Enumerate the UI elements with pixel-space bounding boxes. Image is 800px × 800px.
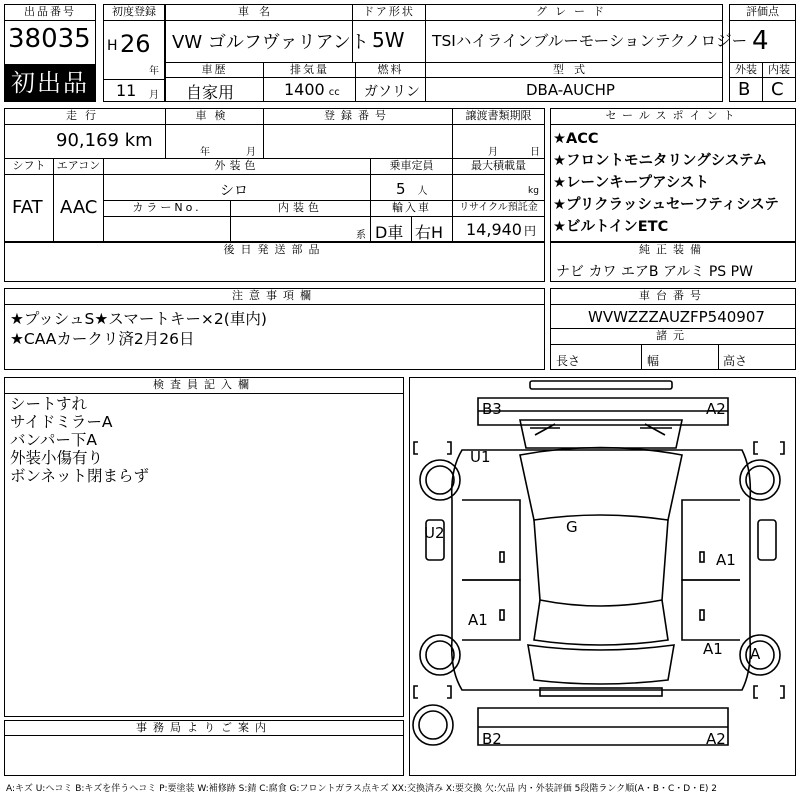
- insp-month-unit: 月: [246, 147, 256, 158]
- model-code-label: 型式: [426, 63, 722, 77]
- reg-no-label: 登録番号: [264, 109, 452, 123]
- sales-point-item: ★ビルトインETC: [553, 219, 669, 235]
- inspector-item: シートすれ: [10, 395, 88, 413]
- ext-color-label: 外装色: [104, 159, 370, 173]
- car-diagram: [409, 377, 796, 776]
- import-label: 輸入車: [371, 201, 452, 215]
- mark-spare: A: [750, 645, 761, 663]
- steering: 右H: [415, 223, 444, 242]
- mileage: 90,169 km: [56, 130, 153, 151]
- model-label: 車名: [166, 5, 352, 19]
- displacement: 1400 cc: [284, 80, 340, 99]
- first-reg-label: 初度登録: [104, 5, 164, 19]
- displacement-label: 排気量: [264, 63, 355, 77]
- mark-bumper-left: B2: [482, 730, 502, 748]
- sales-point-item: ★プリクラッシュセーフティシステ: [553, 197, 779, 213]
- import-type: D車: [375, 223, 404, 242]
- inspector-list: [10, 395, 149, 485]
- note-item: ★CAAカークリ済2月26日: [10, 330, 195, 348]
- dimensions-label: 諸元: [551, 329, 795, 343]
- capacity-label: 乗車定員: [371, 159, 452, 173]
- chassis-label: 車台番号: [551, 289, 795, 303]
- width-label: 幅: [647, 354, 660, 368]
- sales-point-item: ★ACC: [553, 131, 599, 147]
- mark-front-right: A2: [706, 400, 726, 418]
- model-name: VW ゴルフヴァリアント: [172, 32, 369, 53]
- first-listing-badge: 初出品: [4, 64, 96, 102]
- mark-rear-left: A1: [468, 611, 488, 629]
- reg-month: 11: [116, 81, 137, 100]
- grade: TSIハイラインブルーモーションテクノロジー: [432, 32, 748, 50]
- reg-year: 26: [120, 30, 151, 58]
- inspector-item: サイドミラーA: [10, 413, 113, 431]
- details-box: [4, 108, 545, 242]
- note-item: ★プッシュS★スマートキー×2(車内): [10, 310, 267, 328]
- capacity: 5 人: [396, 180, 428, 198]
- color-no-label: カラーNo.: [104, 201, 230, 215]
- ac: AAC: [60, 197, 98, 218]
- grade-label: グレード: [426, 5, 722, 19]
- recycle: 14,940 円: [466, 220, 536, 239]
- year-unit: 年: [149, 66, 159, 77]
- int-color-label: 内装色: [231, 201, 370, 215]
- fuel: ガソリン: [364, 84, 420, 100]
- chassis-number: WVWZZZAUZFP540907: [588, 308, 765, 326]
- deadline-month-unit: 月: [488, 147, 498, 158]
- mileage-label: 走行: [5, 109, 165, 123]
- inspector-item: ボンネット閉まらず: [10, 467, 150, 485]
- ext-grade: B: [738, 79, 751, 100]
- mark-fender-left: U1: [470, 448, 491, 466]
- score-label: 評価点: [730, 5, 795, 19]
- length-label: 長さ: [556, 354, 581, 368]
- lot-label: 出品番号: [5, 5, 95, 19]
- ac-label: エアコン: [54, 159, 103, 173]
- int-grade: C: [771, 79, 784, 100]
- mark-roof: G: [566, 518, 578, 536]
- notes-list: [10, 309, 267, 349]
- history-label: 車歴: [166, 63, 263, 77]
- ext-grade-label: 外装: [730, 63, 762, 77]
- inspector-label: 検査員記入欄: [5, 378, 403, 392]
- door-label: ドア形状: [353, 5, 425, 19]
- shift-label: シフト: [5, 159, 53, 173]
- month-unit: 月: [149, 90, 159, 101]
- mark-rear-right: A1: [703, 640, 723, 658]
- inspector-item: バンパー下A: [10, 431, 98, 449]
- office-label: 事務局よりご案内: [5, 721, 403, 735]
- model-code: DBA-AUCHP: [526, 81, 615, 99]
- height-label: 高さ: [723, 354, 748, 368]
- equipment-label: 純正装備: [551, 243, 795, 257]
- sales-points-label: セールスポイント: [551, 109, 795, 123]
- ext-color: シロ: [220, 183, 248, 199]
- shift: FAT: [12, 197, 43, 218]
- score: 4: [752, 26, 769, 56]
- sales-point-item: ★フロントモニタリングシステム: [553, 153, 768, 169]
- mark-bumper-right: A2: [706, 730, 726, 748]
- recycle-label: リサイクル預託金: [453, 201, 544, 215]
- sales-points-list: [553, 128, 795, 240]
- mark-door-right: A1: [716, 551, 736, 569]
- deadline-day-unit: 日: [530, 147, 540, 158]
- lot-number: 38035: [8, 24, 91, 54]
- max-load-label: 最大積載量: [453, 159, 544, 173]
- door-type: 5W: [372, 28, 405, 52]
- mark-front-left: B3: [482, 400, 502, 418]
- equipment: ナビ カワ エアB アルミ PS PW: [556, 264, 753, 280]
- mark-door-left: U2: [424, 524, 445, 542]
- insp-year-unit: 年: [200, 147, 210, 158]
- max-load-unit: kg: [528, 186, 539, 196]
- history: 自家用: [186, 83, 235, 102]
- inspector-item: 外装小傷有り: [10, 449, 104, 467]
- fuel-label: 燃料: [356, 63, 425, 77]
- legend: A:キズ U:ヘコミ B:キズを伴うヘコミ P:要塗装 W:補修跡 S:錆 C:腐食 G:フロントガラス点キズ XX:交換済み X:要交換 欠:欠品 内・外装評価 5段階ランク順(A・B・C・D・E) 2: [6, 784, 718, 794]
- sales-point-item: ★レーンキープアシスト: [553, 175, 709, 191]
- notes-label: 注意事項欄: [5, 289, 544, 303]
- era: H: [107, 38, 118, 54]
- later-parts-label: 後日発送部品: [5, 243, 544, 257]
- int-grade-label: 内装: [763, 63, 795, 77]
- deadline-label: 譲渡書類期限: [453, 109, 544, 123]
- inspection-label: 車検: [166, 109, 263, 123]
- int-color-suffix: 系: [356, 230, 366, 241]
